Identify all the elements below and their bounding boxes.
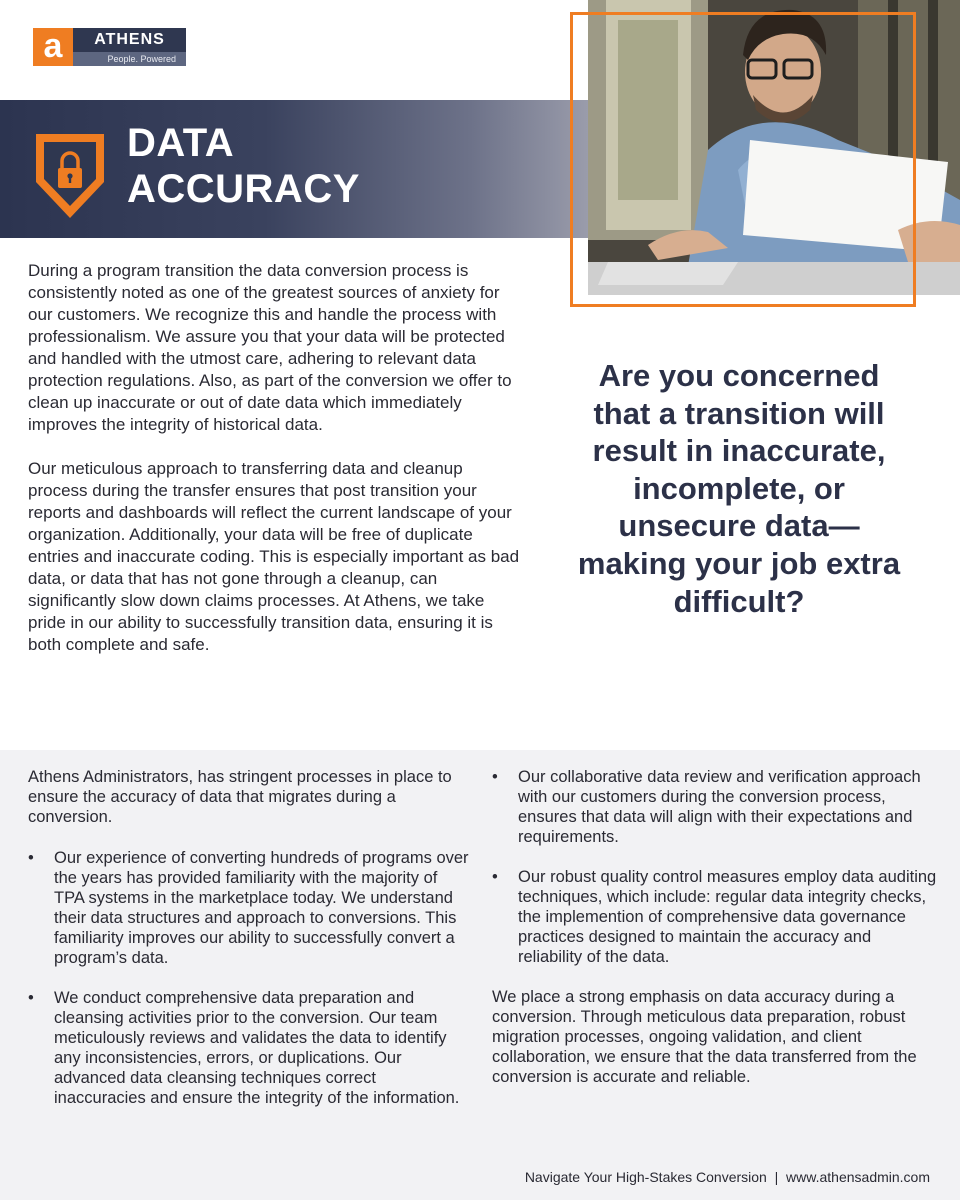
closing-paragraph: We place a strong emphasis on data accuracy during a conversion. Through meticulous data preparation, robust migration processes, ongoing validation, and client collaboration, we ensure that the data transferred from the conversion is accurate and reliable. [492, 988, 917, 1086]
footer-separator: | [774, 1169, 779, 1185]
list-item-text: We conduct comprehensive data preparation and cleansing activities prior to the conversion. Our team meticulously reviews and validates the data to identify any inconsistencies, errors, or duplications. Our advanced data cleansing techniques correct inaccuracies and ensure the integrity of the information. [54, 989, 460, 1107]
logo-name: ATHENS [73, 28, 186, 52]
list-item [492, 867, 937, 967]
intro-body [28, 260, 522, 678]
list-item-text: Our robust quality control measures employ data auditing techniques, which include: regular data integrity checks, the implemention of comprehensive data governance practices designed to maintain the accuracy and reliability of the data. [518, 868, 937, 966]
page-title [127, 120, 360, 212]
process-intro: Athens Administrators, has stringent processes in place to ensure the accuracy of data that migrates during a conversion. [28, 768, 452, 826]
bullet-icon: • [28, 989, 34, 1007]
process-column-left [28, 767, 470, 1128]
list-item-text: Our collaborative data review and verification approach with our customers during the conversion process, ensures that data will align with their expectations and requirements. [518, 768, 921, 846]
photo-frame [570, 12, 916, 307]
logo-tagline: People. Powered [73, 52, 186, 66]
logo-mark-icon [33, 28, 73, 66]
logo-mark-letter: a [43, 27, 63, 65]
bullet-icon: • [492, 868, 498, 886]
page-title-line1: DATA [127, 121, 235, 165]
bullet-icon: • [492, 768, 498, 786]
bullet-icon: • [28, 849, 34, 867]
process-column-right [492, 767, 937, 1087]
list-item [28, 848, 470, 968]
title-banner [0, 100, 588, 238]
lock-shield-icon [32, 130, 108, 222]
list-item [28, 988, 470, 1108]
intro-paragraph-2: Our meticulous approach to transferring data and cleanup process during the transfer ensures that post transition your reports and dashboards will reflect the current landscape of your organization. Additionally, your data will be free of duplicate entries and inaccurate coding. This is especially important as bad data, or data that has not gone through a cleanup, can significantly slow down claims processes. At Athens, we take pride in our ability to successfully transition data, ensuring it is both complete and safe. [28, 459, 520, 654]
pull-quote: Are you concerned that a transition will result in inaccurate, incomplete, or unsecure data—making your job extra difficult? [577, 358, 901, 619]
athens-logo [33, 28, 186, 66]
footer [525, 1168, 930, 1186]
list-item [492, 767, 937, 847]
page-title-line2: ACCURACY [127, 167, 360, 211]
list-item-text: Our experience of converting hundreds of programs over the years has provided familiarity with the majority of TPA systems in the marketplace today. We understand their data structures and approach to conversions. This familiarity improves our ability to successfully convert a program’s data. [54, 849, 469, 967]
intro-paragraph-1: During a program transition the data conversion process is consistently noted as one of the greatest sources of anxiety for our customers. We recognize this and handle the process with professionalism. We assure you that your data will be protected and handled with the utmost care, adhering to relevant data protection regulations. Also, as part of the conversion we offer to clean up inaccurate or out of date data which immediately improves the integrity of historical data. [28, 261, 512, 434]
footer-link[interactable]: www.athensadmin.com [786, 1169, 930, 1185]
footer-text: Navigate Your High-Stakes Conversion [524, 1169, 767, 1185]
